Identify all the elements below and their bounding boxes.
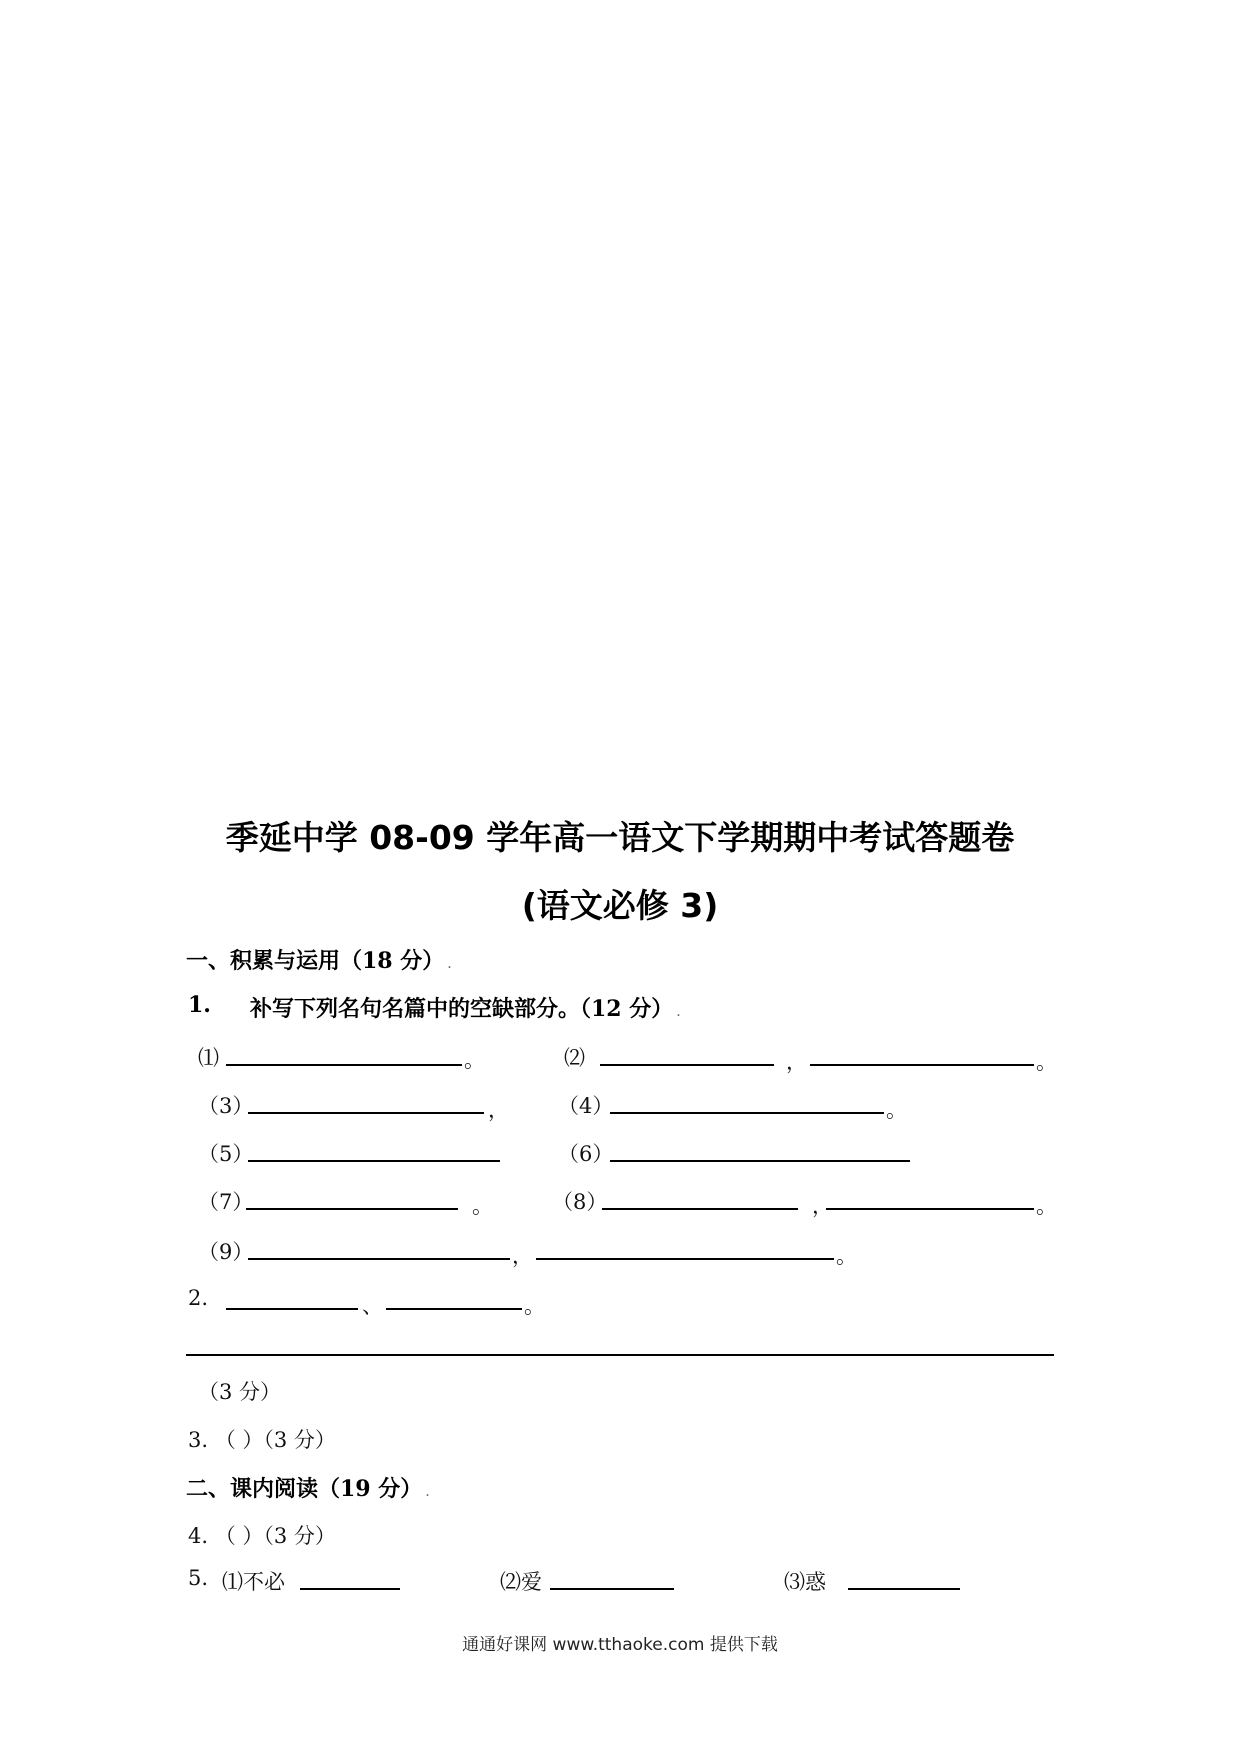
q1-item-6-label: （6）	[558, 1142, 614, 1166]
q1-item-1-blank[interactable]	[226, 1064, 462, 1066]
q1-item-2-label: ⑵	[564, 1046, 585, 1070]
q1-item-8-label: （8）	[552, 1190, 608, 1214]
q1-item-6-blank[interactable]	[610, 1160, 910, 1162]
q1-item-7-blank[interactable]	[246, 1208, 458, 1210]
q2-number: 2.	[188, 1286, 209, 1310]
q1-item-4-label: （4）	[558, 1094, 614, 1118]
q1-item-8-comma: ，	[812, 1194, 833, 1218]
q1-item-7-period: 。	[472, 1194, 493, 1218]
q1-item-7-label: （7）	[198, 1190, 254, 1214]
page-subtitle: (语文必修 3)	[521, 886, 719, 925]
q2-score: （3 分）	[198, 1380, 282, 1404]
q5-item-3-blank[interactable]	[848, 1588, 960, 1590]
q1-item-9-comma: ，	[512, 1244, 533, 1268]
q1-item-2-blank-a[interactable]	[600, 1064, 774, 1066]
q2-separator: 、	[362, 1294, 383, 1318]
q2-blank-b[interactable]	[386, 1308, 522, 1310]
section-heading-1-text: 一、积累与运用（18 分）	[186, 948, 445, 974]
q1-instruction-text: 补写下列名句名篇中的空缺部分。（12 分）	[250, 996, 674, 1022]
q1-item-8-blank-b[interactable]	[826, 1208, 1034, 1210]
q5-item-1-label: ⑴不必	[222, 1570, 285, 1594]
q1-item-3-comma: ，	[488, 1098, 509, 1122]
q1-item-5-blank[interactable]	[248, 1160, 500, 1162]
q1-item-1-label: ⑴	[198, 1046, 219, 1070]
section-heading-2-text: 二、课内阅读（19 分）	[186, 1476, 423, 1502]
q1-item-9-blank-b[interactable]	[536, 1258, 834, 1260]
q1-item-9-period: 。	[836, 1244, 857, 1268]
q5-number: 5.	[188, 1566, 209, 1590]
q1-item-8-blank-a[interactable]	[602, 1208, 798, 1210]
q1-item-3-blank[interactable]	[248, 1112, 484, 1114]
q5-item-2-label: ⑵爱	[500, 1570, 542, 1594]
q1-number: 1.	[188, 992, 211, 1018]
q1-item-2-period: 。	[1036, 1050, 1057, 1074]
q1-item-5-label: （5）	[198, 1142, 254, 1166]
q5-item-2-blank[interactable]	[550, 1588, 674, 1590]
q3-line: 3. （ ）（3 分）	[188, 1428, 336, 1452]
q2-answer-line[interactable]	[186, 1354, 1054, 1356]
page-footer: 通通好课网 www.tthaoke.com 提供下载	[462, 1635, 778, 1655]
q1-item-8-period: 。	[1036, 1194, 1057, 1218]
q2-end: 。	[524, 1294, 545, 1318]
q2-blank-a[interactable]	[226, 1308, 358, 1310]
q5-item-1-blank[interactable]	[300, 1588, 400, 1590]
q1-instruction: 补写下列名句名篇中的空缺部分。（12 分） .	[250, 996, 681, 1022]
q5-item-3-label: ⑶惑	[784, 1570, 826, 1594]
section-heading-1: 一、积累与运用（18 分） .	[186, 948, 452, 974]
q4-line: 4. （ ）（3 分）	[188, 1524, 336, 1548]
q1-item-4-blank[interactable]	[610, 1112, 884, 1114]
q1-item-1-period: 。	[464, 1048, 485, 1072]
q1-item-2-blank-b[interactable]	[810, 1064, 1034, 1066]
q1-item-9-blank-a[interactable]	[248, 1258, 510, 1260]
page-title: 季延中学 08-09 学年高一语文下学期期中考试答题卷	[225, 818, 1015, 857]
q1-item-3-label: （3）	[198, 1094, 254, 1118]
section-heading-2: 二、课内阅读（19 分） .	[186, 1476, 430, 1502]
q1-item-2-comma: ，	[786, 1050, 807, 1074]
q1-item-9-label: （9）	[198, 1240, 254, 1264]
q1-item-4-period: 。	[886, 1098, 907, 1122]
